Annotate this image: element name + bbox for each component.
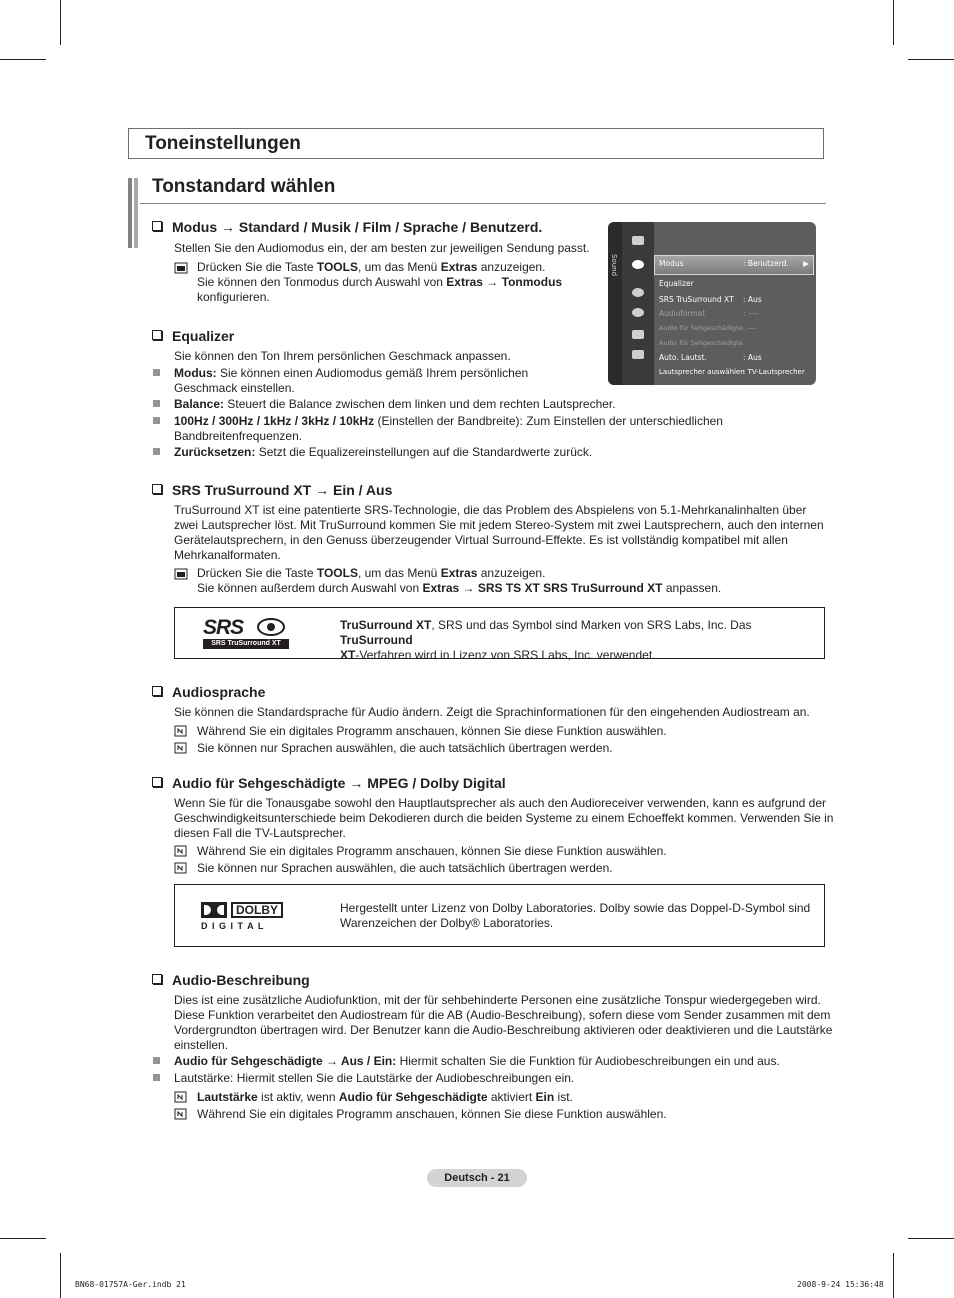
beschreibung-bullet-2: Lautstärke: Hiermit stellen Sie die Lautstärke der Audiobeschreibungen ein. [174, 1071, 575, 1085]
osd-row[interactable]: Modus : Benutzerd. ▶ [659, 259, 809, 268]
checkbox-icon [152, 221, 162, 231]
bullet-icon [153, 1057, 160, 1064]
srs-circle-icon [257, 618, 285, 636]
checkbox-icon [152, 330, 162, 340]
beschreibung-note-1: Lautstärke ist aktiv, wenn Audio für Sehgeschädigte aktiviert Ein ist. [197, 1090, 573, 1104]
page-number: Deutsch - 21 [427, 1169, 527, 1187]
note-icon [174, 725, 188, 737]
modus-text: Stellen Sie den Audiomodus ein, der am besten zur jeweiligen Sendung passt. [174, 241, 590, 255]
crop-mark [60, 0, 61, 45]
srs-license-text: TruSurround XT, SRS und das Symbol sind Marken von SRS Labs, Inc. Das TruSurround XT-Verfahren wird in Lizenz von SRS Labs, Inc. verwendet. [340, 618, 752, 662]
input-icon [632, 330, 644, 339]
note-icon [174, 1108, 188, 1120]
bullet-icon [153, 400, 160, 407]
osd-row: Audio für Sehgeschädigte [659, 339, 743, 347]
crop-mark [908, 59, 954, 60]
picture-icon [632, 236, 644, 245]
channel-icon [632, 288, 644, 297]
osd-side-label: Sound [610, 254, 618, 277]
beschreibung-note-2: Während Sie ein digitales Programm anschauen, können Sie diese Funktion auswählen. [197, 1107, 667, 1121]
tools-icon [174, 568, 188, 580]
crop-mark [893, 1253, 894, 1298]
application-icon [632, 350, 644, 359]
equalizer-heading: Equalizer [152, 328, 234, 344]
bullet-icon [153, 417, 160, 424]
audiosprache-note-1: Während Sie ein digitales Programm anschauen, können Sie diese Funktion auswählen. [197, 724, 667, 738]
checkbox-icon [152, 686, 162, 696]
osd-row[interactable]: Auto. Lautst. : Aus [659, 353, 762, 362]
osd-row[interactable]: Equalizer [659, 279, 694, 288]
equalizer-text: Sie können den Ton Ihrem persönlichen Geschmack anpassen. [174, 349, 511, 363]
srs-tools-note: Drücken Sie die Taste TOOLS, um das Menü Extras anzuzeigen. Sie können außerdem durch Auswahl von Extras → SRS TS XT SRS TruSurround XT anpassen. [197, 566, 722, 595]
srs-text: TruSurround XT ist eine patentierte SRS-Technologie, die das Problem des Abspielens von 5.1-Mehrkanalinhalten über zwei Lautsprecher löst. Mit TruSurround kommen Sie mit jedem Stereo-System mit zwei Lautsprechern, auch den internen Gerätelautsprechern, in den Genuss überzeugender Virtual Surround-Effekte. Es ist vollständig kompatibel mit allen Mehrkanalformaten. [174, 503, 824, 562]
note-icon [174, 845, 188, 857]
equalizer-bullet-reset: Zurücksetzen: Setzt die Equalizereinstellungen auf die Standardwerte zurück. [174, 445, 593, 459]
osd-row: Audioformat : ---- [659, 309, 759, 318]
crop-mark [0, 59, 46, 60]
crop-mark [893, 0, 894, 45]
tools-icon [174, 262, 188, 274]
sehgeschaedigte-heading: Audio für Sehgeschädigte → MPEG / Dolby Digital [152, 775, 506, 791]
beschreibung-bullet-1: Audio für Sehgeschädigte → Aus / Ein: Hiermit schalten Sie die Funktion für Audiobeschreibungen ein und aus. [174, 1054, 780, 1068]
note-icon [174, 742, 188, 754]
beschreibung-text: Dies ist eine zusätzliche Audiofunktion, mit der für sehbehinderte Personen eine zusätzliche Tonspur wiedergegeben wird. Diese Funktion verarbeitet den Audiostream für die AB (Audio-Beschreibung), sofern diese vom Sender zusammen mit dem Vordergrundton übertragen wird. Der Benutzer kann die Audio-Beschreibung aktivieren oder deaktivieren und die Lautstärke einstellen. [174, 993, 833, 1052]
crop-mark [908, 1238, 954, 1239]
audiosprache-text: Sie können die Standardsprache für Audio ändern. Zeigt die Sprachinformationen für den eingehenden Audiostream an. [174, 705, 810, 719]
checkbox-icon [152, 484, 162, 494]
section-title-box [128, 128, 824, 159]
bullet-icon [153, 369, 160, 376]
sound-menu-screenshot [608, 222, 816, 385]
srs-license-box [174, 607, 825, 662]
audiosprache-heading: Audiosprache [152, 684, 265, 700]
subsection-bar [134, 178, 138, 248]
modus-heading: Modus → Standard / Musik / Film / Sprache / Benutzerd. [152, 219, 542, 235]
dolby-logo: DOLBY D I G I T A L [201, 902, 293, 932]
dolby-license-box [174, 884, 825, 947]
section-title: Toneinstellungen [145, 133, 301, 154]
subsection-bar [128, 178, 132, 248]
subsection-rule [140, 203, 826, 204]
osd-sidebar [608, 222, 622, 385]
bullet-icon [153, 448, 160, 455]
equalizer-bullet-bands: 100Hz / 300Hz / 1kHz / 3kHz / 10kHz (Einstellen der Bandbreite): Zum Einstellen der unterschiedlichen Bandbreitenfrequenzen. [174, 414, 723, 443]
osd-row[interactable]: SRS TruSurround XT : Aus [659, 295, 762, 304]
dolby-license-text: Hergestellt unter Lizenz von Dolby Laboratories. Dolby sowie das Doppel-D-Symbol sind Warenzeichen der Dolby® Laboratories. [340, 901, 811, 930]
srs-heading: SRS TruSurround XT → Ein / Aus [152, 482, 392, 498]
beschreibung-heading: Audio-Beschreibung [152, 972, 310, 988]
osd-icon-column [622, 222, 654, 385]
sound-icon [632, 260, 644, 269]
imprint-file: BN68-01757A-Ger.indb 21 [75, 1280, 186, 1289]
double-d-icon [201, 902, 227, 918]
bullet-icon [153, 1074, 160, 1081]
osd-row[interactable]: Lautsprecher auswählen: TV-Lautsprecher [659, 368, 805, 376]
audiosprache-note-2: Sie können nur Sprachen auswählen, die auch tatsächlich übertragen werden. [197, 741, 613, 755]
equalizer-bullet-balance: Balance: Steuert die Balance zwischen dem linken und dem rechten Lautsprecher. [174, 397, 616, 411]
subsection-title: Tonstandard wählen [152, 176, 336, 197]
sehgeschaedigte-note-2: Sie können nur Sprachen auswählen, die auch tatsächlich übertragen werden. [197, 861, 613, 875]
checkbox-icon [152, 974, 162, 984]
note-icon [174, 862, 188, 874]
note-icon [174, 1091, 188, 1103]
checkbox-icon [152, 777, 162, 787]
modus-tools-note: Drücken Sie die Taste TOOLS, um das Menü Extras anzuzeigen. Sie können den Tonmodus durch Auswahl von Extras → Tonmodus konfigurieren. [197, 260, 563, 304]
setup-icon [632, 308, 644, 317]
crop-mark [0, 1238, 46, 1239]
crop-mark [60, 1253, 61, 1298]
equalizer-bullet-modus: Modus: Sie können einen Audiomodus gemäß Ihrem persönlichen Geschmack einstellen. [174, 366, 529, 395]
srs-logo: SRS SRS TruSurround XT [203, 616, 289, 650]
imprint-date: 2008-9-24 15:36:48 [797, 1280, 884, 1289]
osd-row: Audio für Sehgeschädigte: ---- [659, 324, 757, 332]
sehgeschaedigte-text: Wenn Sie für die Tonausgabe sowohl den Hauptlautsprecher als auch den Audioreceiver verwenden, kann es aufgrund der Geschwindigkeitsunterschiede beim Dekodieren durch die beiden Systeme zu einem Echoeffekt kommen. Verwenden Sie in diesen Fall die TV-Lautsprecher. [174, 796, 834, 840]
sehgeschaedigte-note-1: Während Sie ein digitales Programm anschauen, können Sie diese Funktion auswählen. [197, 844, 667, 858]
